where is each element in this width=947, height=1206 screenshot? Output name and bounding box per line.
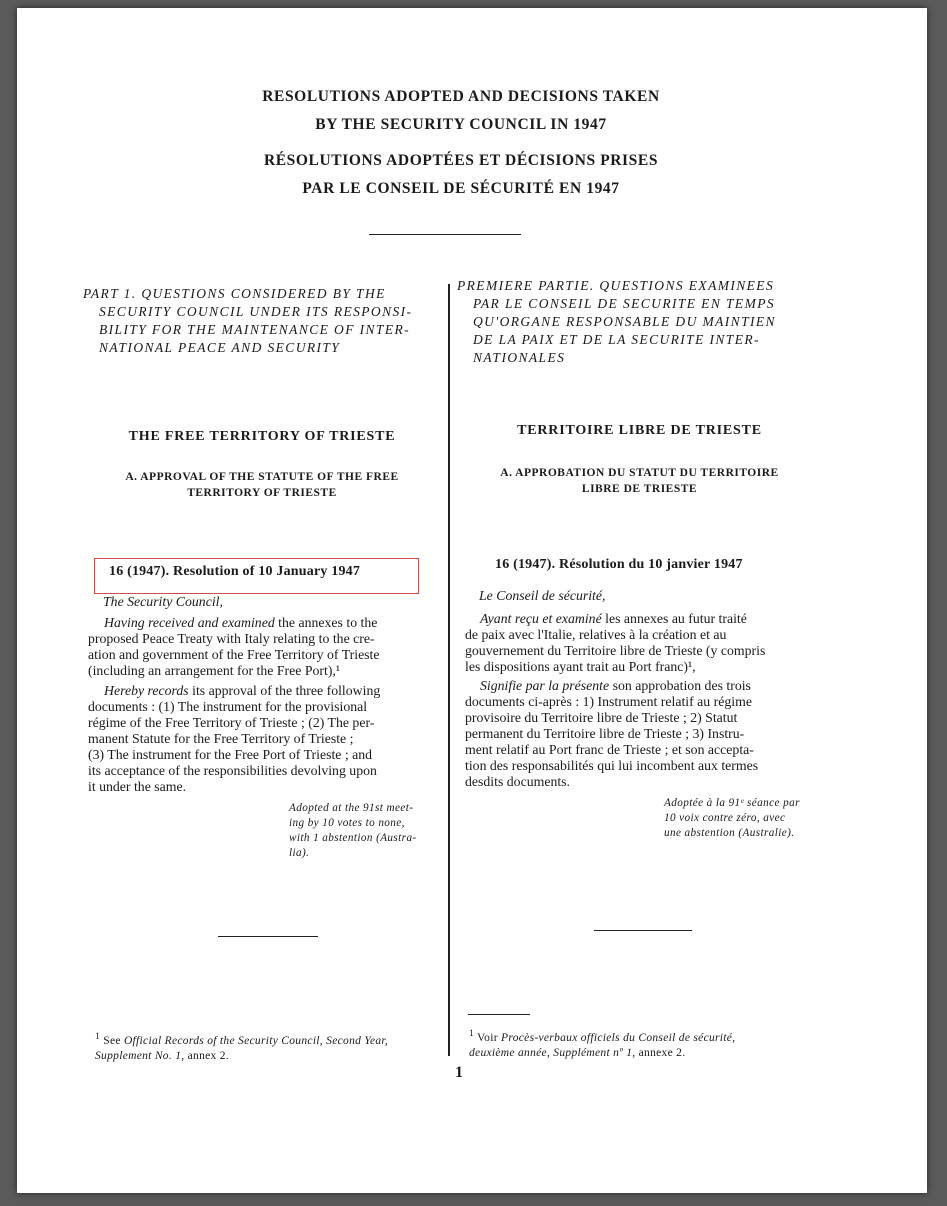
body-fr-p2-l4: permanent du Territoire libre de Trieste ; 3) Instru- <box>465 726 745 741</box>
adopted-note-fr: Adoptée à la 91ᵉ séance par 10 voix contre zéro, avec une abstention (Australie). <box>664 797 800 839</box>
footnote-rule-fr <box>468 1014 530 1015</box>
body-en-p2-l6: its acceptance of the responsibilities devolving upon <box>88 763 377 778</box>
title-rule <box>369 234 521 235</box>
title-en-line-1: RESOLUTIONS ADOPTED AND DECISIONS TAKEN <box>262 88 660 105</box>
body-fr-p1-l4: les dispositions ayant trait au Port franc)¹, <box>465 659 696 674</box>
body-fr-p1-l1: Ayant reçu et examiné les annexes au futur traité <box>480 611 747 626</box>
body-en-p2-l4: manent Statute for the Free Territory of Trieste ; <box>88 731 354 746</box>
column-divider <box>448 284 450 1056</box>
title-fr-line-1: RÉSOLUTIONS ADOPTÉES ET DÉCISIONS PRISES <box>263 152 659 169</box>
subsection-heading-en: A. APPROVAL OF THE STATUTE OF THE FREE TERRITORY OF TRIESTE <box>125 471 399 499</box>
resolution-title-fr: 16 (1947). Résolution du 10 janvier 1947 <box>495 557 743 572</box>
body-fr-p2-l7: desdits documents. <box>465 774 570 789</box>
body-fr-p2-l6: tion des responsabilités qui lui incombent aux termes <box>465 758 759 773</box>
body-en-p2-l1: Hereby records its approval of the three following <box>104 683 381 698</box>
section-heading-fr: TERRITOIRE LIBRE DE TRIESTE <box>517 423 762 438</box>
body-fr-p2-l5: ment relatif au Port franc de Trieste ; et son accepta- <box>465 742 754 757</box>
end-rule-en <box>218 936 318 937</box>
body-fr-p2-l2: documents ci-après : 1) Instrument relatif au régime <box>465 694 752 709</box>
title-fr-line-2: PAR LE CONSEIL DE SÉCURITÉ EN 1947 <box>302 180 620 197</box>
title-en-line-2: BY THE SECURITY COUNCIL IN 1947 <box>315 116 607 133</box>
council-en: The Security Council, <box>103 594 223 609</box>
end-rule-fr <box>594 930 692 931</box>
body-en-p1-l1: Having received and examined the annexes to the <box>104 615 378 630</box>
body-en-p1-l2: proposed Peace Treaty with Italy relating to the cre- <box>88 631 375 646</box>
body-en-p2-l5: (3) The instrument for the Free Port of Trieste ; and <box>88 747 373 762</box>
resolution-title-en: 16 (1947). Resolution of 10 January 1947 <box>109 564 361 579</box>
footnote-en: $^1$ See Official Records of the Security Council, Second Year, Supplement No. 1, annex 2. <box>95 1031 389 1062</box>
body-en-p1-l4: (including an arrangement for the Free Port),¹ <box>88 663 341 678</box>
section-heading-en: THE FREE TERRITORY OF TRIESTE <box>128 429 396 444</box>
body-en-p2-l2: documents : (1) The instrument for the provisional <box>88 699 368 714</box>
footnote-fr: $^1$ Voir Procès-verbaux officiels du Conseil de sécurité, deuxième année, Supplément nº 1, annexe 2. <box>469 1028 736 1059</box>
body-en-p2-l7: it under the same. <box>88 779 187 794</box>
body-fr-p1-l2: de paix avec l'Italie, relatives à la création et au <box>465 627 727 642</box>
body-fr-p1-l3: gouvernement du Territoire libre de Trieste (y compris <box>465 643 766 658</box>
body-fr-p2-l1: Signifie par la présente son approbation des trois <box>480 678 751 693</box>
council-fr: Le Conseil de sécurité, <box>479 588 606 603</box>
page-number: 1 <box>455 1064 463 1081</box>
part-heading-en: PART 1. QUESTIONS CONSIDERED BY THE SECURITY COUNCIL UNDER ITS RESPONSI- BILITY FOR THE MAINTENANCE OF INTER- NATIONAL PEACE AND SECURITY <box>83 286 413 355</box>
part-heading-fr: PREMIERE PARTIE. QUESTIONS EXAMINEES PAR LE CONSEIL DE SECURITE EN TEMPS QU'ORGANE RESPONSABLE DU MAINTIEN DE LA PAIX ET DE LA SECURITE INTER- NATIONALES <box>457 278 776 365</box>
subsection-heading-fr: A. APPROBATION DU STATUT DU TERRITOIRE LIBRE DE TRIESTE <box>500 467 779 495</box>
body-en-p2-l3: régime of the Free Territory of Trieste ; (2) The per- <box>88 715 375 730</box>
document-page <box>17 8 927 1193</box>
adopted-note-en: Adopted at the 91st meet- ing by 10 votes to none, with 1 abstention (Austra- lia). <box>289 802 417 859</box>
body-fr-p2-l3: provisoire du Territoire libre de Trieste ; 2) Statut <box>465 710 738 725</box>
body-en-p1-l3: ation and government of the Free Territory of Trieste <box>88 647 380 662</box>
